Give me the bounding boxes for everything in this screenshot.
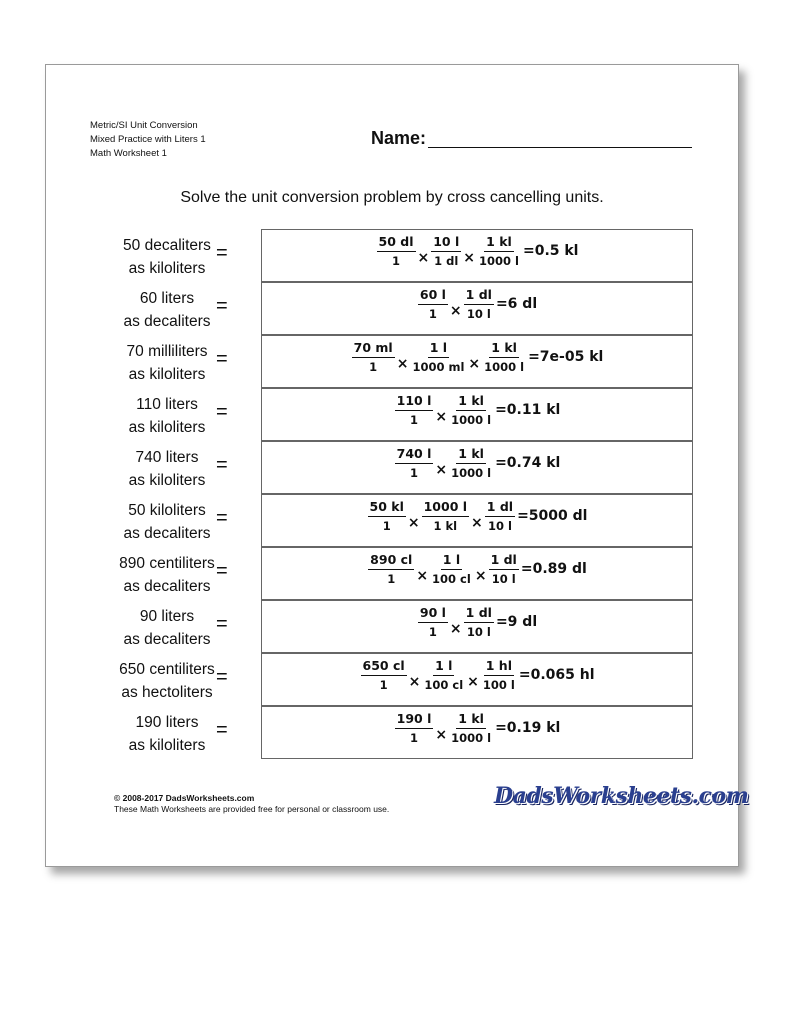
answer-box: [261, 547, 693, 600]
multiply-sign: ×: [467, 674, 479, 690]
fraction: [485, 499, 515, 533]
question-quantity: 90 liters: [139, 608, 195, 625]
name-field[interactable]: [428, 147, 692, 148]
equals-sign: =: [216, 507, 228, 529]
fraction: [377, 234, 416, 268]
question-target-unit: as kiloliters: [128, 366, 206, 383]
question-quantity: 70 milliliters: [126, 343, 208, 360]
equals-sign: =: [216, 295, 228, 317]
multiply-sign: ×: [407, 515, 420, 531]
conversion-result: =0.19 kl: [495, 720, 561, 736]
fraction: [395, 446, 434, 480]
fraction-numerator: 890 cl: [368, 552, 414, 570]
fraction-denominator: 1 dl: [434, 254, 459, 268]
fraction: [418, 605, 448, 639]
fraction-numerator: 1 kl: [456, 393, 486, 411]
question-label: [102, 393, 232, 439]
conversion-result: =0.11 kl: [495, 402, 561, 418]
fraction: [422, 658, 465, 692]
question-target-unit: as decaliters: [123, 631, 211, 648]
fraction-numerator: 10 l: [431, 234, 461, 252]
equals-sign: =: [216, 719, 228, 741]
fraction-denominator: 1: [410, 466, 419, 480]
question-label: [102, 446, 232, 492]
fraction-numerator: 1 dl: [464, 605, 494, 623]
conversion-expression: [262, 340, 692, 374]
problem-row: [46, 494, 738, 547]
question-label: [102, 287, 232, 333]
fraction-numerator: 50 dl: [377, 234, 416, 252]
multiply-sign: ×: [435, 727, 448, 743]
conversion-result: =0.5 kl: [522, 243, 579, 259]
fraction-denominator: 1: [428, 307, 437, 321]
fraction-denominator: 100 cl: [432, 572, 471, 586]
multiply-sign: ×: [471, 515, 483, 531]
copyright: © 2008-2017 DadsWorksheets.com: [114, 793, 255, 803]
conversion-result: =0.89 dl: [520, 561, 587, 577]
fraction: [352, 340, 395, 374]
problem-row: [46, 547, 738, 600]
fraction: [418, 287, 448, 321]
fraction-numerator: 1 kl: [456, 711, 486, 729]
question-label: [102, 552, 232, 598]
question-quantity: 650 centiliters: [119, 661, 215, 678]
fraction-denominator: 1000 l: [451, 731, 492, 745]
conversion-result: =9 dl: [495, 614, 538, 630]
multiply-sign: ×: [474, 568, 487, 584]
conversion-expression: [262, 234, 692, 268]
question-target-unit: as decaliters: [123, 313, 211, 330]
conversion-result: =6 dl: [495, 296, 538, 312]
worksheet-meta: [90, 119, 206, 161]
problem-row: [46, 600, 738, 653]
answer-box: [261, 706, 693, 759]
fraction: [422, 499, 469, 533]
fraction-numerator: 50 kl: [368, 499, 406, 517]
fraction-denominator: 10 l: [466, 625, 491, 639]
fraction-denominator: 1: [428, 625, 437, 639]
fraction-numerator: 90 l: [418, 605, 448, 623]
equals-sign: =: [216, 613, 228, 635]
fraction-numerator: 1 l: [441, 552, 462, 570]
question-label: [102, 605, 232, 651]
fraction: [368, 499, 406, 533]
fraction-denominator: 1: [369, 360, 378, 374]
equals-sign: =: [216, 348, 228, 370]
fraction-denominator: 1: [410, 731, 419, 745]
question-label: [102, 499, 232, 545]
fraction: [395, 393, 434, 427]
fraction: [482, 340, 526, 374]
fraction: [449, 711, 493, 745]
conversion-expression: [262, 552, 692, 586]
multiply-sign: ×: [468, 356, 481, 372]
multiply-sign: ×: [396, 356, 409, 372]
question-quantity: 740 liters: [135, 449, 199, 466]
question-target-unit: as kiloliters: [128, 737, 206, 754]
instructions: Solve the unit conversion problem by cross cancelling units.: [180, 189, 604, 206]
fraction-denominator: 1: [392, 254, 401, 268]
answer-box: [261, 494, 693, 547]
conversion-result: =0.74 kl: [495, 455, 561, 471]
conversion-result: =5000 dl: [517, 508, 588, 524]
fraction: [481, 658, 517, 692]
conversion-expression: [262, 658, 692, 692]
multiply-sign: ×: [463, 250, 476, 266]
answer-box: [261, 441, 693, 494]
question-label: [102, 234, 232, 280]
question-target-unit: as kiloliters: [128, 472, 206, 489]
problem-row: [46, 335, 738, 388]
question-label: [102, 658, 232, 704]
conversion-expression: [262, 605, 692, 639]
question-quantity: 890 centiliters: [119, 555, 215, 572]
fraction-denominator: 1000 l: [451, 466, 492, 480]
equals-sign: =: [216, 560, 228, 582]
site-logo: DadsWorksheets.com: [494, 783, 749, 809]
fraction-numerator: 110 l: [395, 393, 434, 411]
fraction: [449, 393, 493, 427]
fraction-numerator: 190 l: [395, 711, 434, 729]
fraction: [368, 552, 414, 586]
fraction-numerator: 1 kl: [489, 340, 519, 358]
multiply-sign: ×: [416, 568, 429, 584]
name-label: Name:: [371, 128, 427, 148]
footer: [114, 793, 389, 815]
equals-sign: =: [216, 666, 228, 688]
fraction-numerator: 1 l: [428, 340, 449, 358]
conversion-result: =7e-05 kl: [528, 349, 604, 365]
equals-sign: =: [216, 401, 228, 423]
multiply-sign: ×: [449, 303, 462, 319]
fraction: [430, 552, 473, 586]
question-quantity: 190 liters: [135, 714, 199, 731]
problem-row: [46, 653, 738, 706]
question-target-unit: as decaliters: [123, 578, 211, 595]
worksheet-page: [45, 64, 749, 867]
fraction-numerator: 740 l: [395, 446, 434, 464]
problem-row: [46, 282, 738, 335]
fraction-numerator: 1 l: [433, 658, 454, 676]
fraction-denominator: 100 cl: [424, 678, 464, 692]
problem-row: [46, 706, 738, 759]
problem-row: [46, 388, 738, 441]
answer-box: [261, 388, 693, 441]
question-quantity: 50 decaliters: [123, 237, 211, 254]
fraction-denominator: 1: [382, 519, 391, 533]
equals-sign: =: [216, 454, 228, 476]
fraction: [410, 340, 466, 374]
multiply-sign: ×: [408, 674, 421, 690]
fraction-numerator: 1 dl: [464, 287, 494, 305]
fraction-numerator: 70 ml: [352, 340, 395, 358]
fraction-denominator: 1: [410, 413, 419, 427]
conversion-result: =0.065 hl: [518, 667, 595, 683]
fraction: [464, 287, 494, 321]
answer-box: [261, 335, 693, 388]
multiply-sign: ×: [435, 462, 448, 478]
fraction-denominator: 10 l: [487, 519, 512, 533]
question-quantity: 110 liters: [136, 396, 198, 413]
problem-row: [46, 441, 738, 494]
fraction-denominator: 1: [379, 678, 388, 692]
multiply-sign: ×: [435, 409, 448, 425]
answer-box: [261, 653, 693, 706]
conversion-expression: [262, 499, 692, 533]
fraction-numerator: 1000 l: [422, 499, 469, 517]
fraction-numerator: 60 l: [418, 287, 448, 305]
fraction-denominator: 1 kl: [433, 519, 458, 533]
conversion-expression: [262, 393, 692, 427]
fraction: [464, 605, 494, 639]
fraction-denominator: 1: [387, 572, 396, 586]
fraction: [431, 234, 461, 268]
question-label: [102, 711, 232, 757]
fraction-denominator: 1000 l: [451, 413, 492, 427]
fraction-denominator: 1000 l: [484, 360, 525, 374]
fraction-numerator: 1 dl: [489, 552, 519, 570]
usage-note: These Math Worksheets are provided free for personal or classroom use.: [114, 804, 390, 814]
fraction-numerator: 1 hl: [484, 658, 514, 676]
fraction-denominator: 100 l: [482, 678, 515, 692]
fraction: [477, 234, 521, 268]
conversion-expression: [262, 287, 692, 321]
fraction-numerator: 1 kl: [484, 234, 514, 252]
question-quantity: 50 kiloliters: [128, 502, 206, 519]
fraction-denominator: 10 l: [466, 307, 491, 321]
fraction-denominator: 1000 l: [479, 254, 519, 268]
fraction-denominator: 10 l: [491, 572, 516, 586]
answer-box: [261, 282, 693, 335]
conversion-expression: [262, 711, 692, 745]
fraction-numerator: 1 dl: [485, 499, 515, 517]
multiply-sign: ×: [449, 621, 462, 637]
multiply-sign: ×: [417, 250, 430, 266]
conversion-expression: [262, 446, 692, 480]
answer-box: [261, 229, 693, 282]
fraction-numerator: 1 kl: [456, 446, 486, 464]
meta-subtitle: Mixed Practice with Liters 1: [90, 134, 206, 145]
question-target-unit: as hectoliters: [121, 684, 213, 701]
equals-sign: =: [216, 242, 228, 264]
question-target-unit: as decaliters: [123, 525, 211, 542]
question-quantity: 60 liters: [139, 290, 195, 307]
fraction: [395, 711, 434, 745]
fraction: [449, 446, 493, 480]
fraction: [361, 658, 407, 692]
meta-title: Metric/SI Unit Conversion: [90, 120, 198, 131]
fraction-denominator: 1000 ml: [412, 360, 465, 374]
fraction-numerator: 650 cl: [361, 658, 407, 676]
answer-box: [261, 600, 693, 653]
problem-row: [46, 229, 738, 282]
question-target-unit: as kiloliters: [128, 419, 206, 436]
question-label: [102, 340, 232, 386]
fraction: [489, 552, 519, 586]
question-target-unit: as kiloliters: [128, 260, 206, 277]
meta-worksheet-number: Math Worksheet 1: [90, 148, 167, 159]
